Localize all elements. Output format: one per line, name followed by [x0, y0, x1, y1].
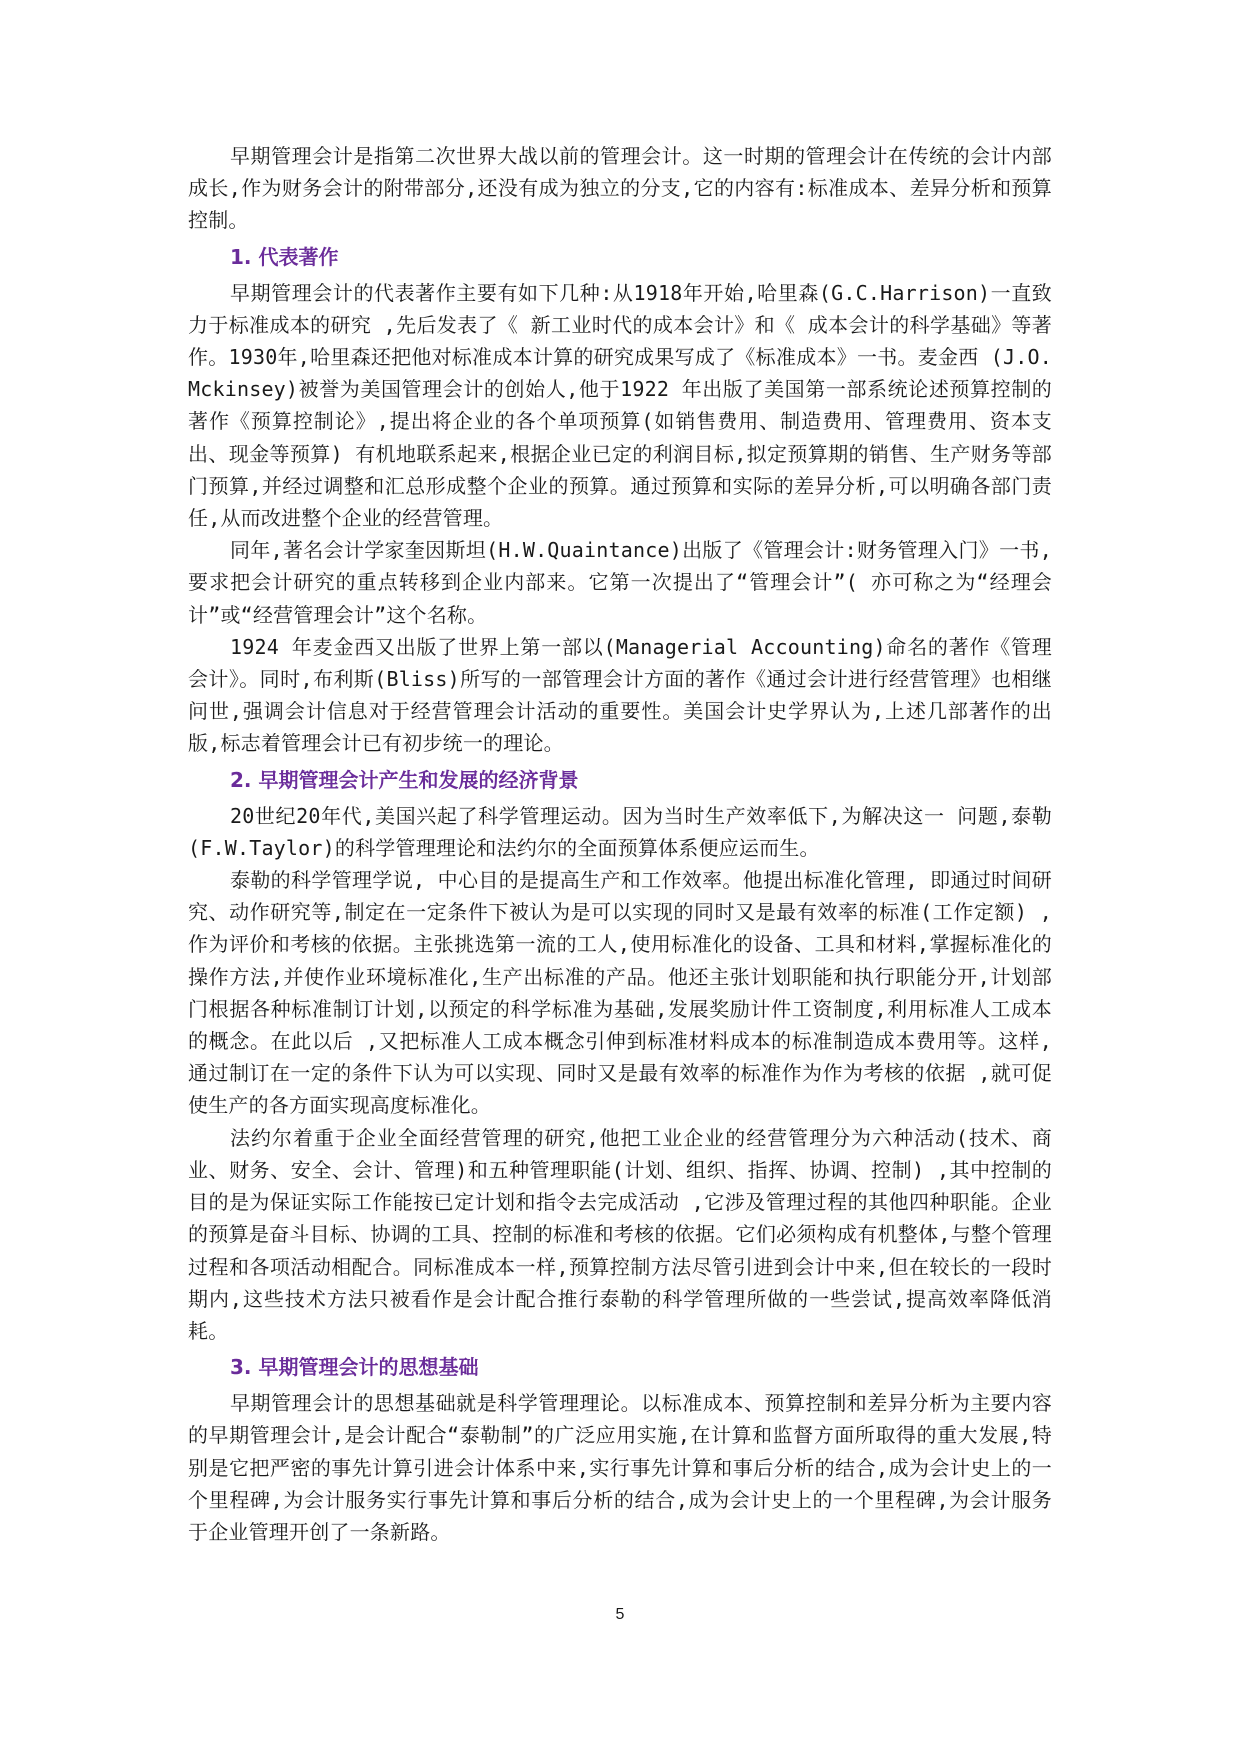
body-paragraph: 早期管理会计的思想基础就是科学管理理论。以标准成本、预算控制和差异分析为主要内容的早期管理会计,是会计配合“泰勒制”的广泛应用实施,在计算和监督方面所取得的重大发展,特别是它把严密的事先计算引进会计体系中来,实行事先计算和事后分析的结合,成为会计史上的一个里程碑,为会计服务实行事先计算和事后分析的结合,成为会计史上的一个里程碑,为会计服务于企业管理开创了一条新路。: [188, 1391, 1052, 1544]
body-paragraph: 早期管理会计的代表著作主要有如下几种:从1918年开始,哈里森(G.C.Harrison)一直致力于标准成本的研究 ,先后发表了《 新工业时代的成本会计》和《 成本会计的科学基础》等著作。1930年,哈里森还把他对标准成本计算的研究成果写成了《标准成本》一书。麦金西 (J.O.Mckinsey)被誉为美国管理会计的创始人,他于1922 年出版了美国第一部系统论述预算控制的著作《预算控制论》,提出将企业的各个单项预算(如销售费用、制造费用、管理费用、资本支出、现金等预算) 有机地联系起来,根据企业已定的利润目标,拟定预算期的销售、生产财务等部门预算,并经过调整和汇总形成整个企业的预算。通过预算和实际的差异分析,可以明确各部门责任,从而改进整个企业的经营管理。: [188, 280, 1052, 531]
section-heading: 3. 早期管理会计的思想基础: [230, 1355, 479, 1380]
body-paragraph: 泰勒的科学管理学说, 中心目的是提高生产和工作效率。他提出标准化管理, 即通过时间研究、动作研究等,制定在一定条件下被认为是可以实现的同时又是最有效率的标准(工作定额) ,作为评价和考核的依据。主张挑选第一流的工人,使用标准化的设备、工具和材料,掌握标准化的操作方法,并使作业环境标准化,生产出标准的产品。他还主张计划职能和执行职能分开,计划部门根据各种标准制订计划,以预定的科学标准为基础,发展奖励计件工资制度,利用标准人工成本的概念。在此以后 ,又把标准人工成本概念引伸到标准材料成本的标准制造成本费用等。这样,通过制订在一定的条件下认为可以实现、同时又是最有效率的标准作为作为考核的依据 ,就可促使生产的各方面实现高度标准化。: [188, 868, 1052, 1118]
section-heading: 1. 代表著作: [230, 244, 339, 269]
body-paragraph: 法约尔着重于企业全面经营管理的研究,他把工业企业的经营管理分为六种活动(技术、商业、财务、安全、会计、管理)和五种管理职能(计划、组织、指挥、协调、控制) ,其中控制的目的是为保证实际工作能按已定计划和指令去完成活动 ,它涉及管理过程的其他四种职能。企业的预算是奋斗目标、协调的工具、控制的标准和考核的依据。它们必须构成有机整体,与整个管理过程和各项活动相配合。同标准成本一样,预算控制方法尽管引进到会计中来,但在较长的一段时期内,这些技术方法只被看作是会计配合推行泰勒的科学管理所做的一些尝试,提高效率降低消耗。: [188, 1125, 1052, 1343]
body-paragraph: 同年,著名会计学家奎因斯坦(H.W.Quaintance)出版了《管理会计:财务管理入门》一书,要求把会计研究的重点转移到企业内部来。它第一次提出了“管理会计”( 亦可称之为“经理会计”或“经营管理会计”这个名称。: [188, 538, 1052, 627]
section-economic-background: [188, 765, 1052, 1347]
page-body: [188, 140, 1052, 1548]
body-paragraph: 1924 年麦金西又出版了世界上第一部以(Managerial Accounting)命名的著作《管理会计》。同时,布利斯(Bliss)所写的一部管理会计方面的著作《通过会计进行经营管理》也相继问世,强调会计信息对于经营管理会计活动的重要性。美国会计史学界认为,上述几部著作的出版,标志着管理会计已有初步统一的理论。: [188, 634, 1052, 756]
section-representative-works: [188, 242, 1052, 760]
section-heading: 2. 早期管理会计产生和发展的经济背景: [230, 767, 579, 792]
intro-paragraph: 早期管理会计是指第二次世界大战以前的管理会计。这一时期的管理会计在传统的会计内部成长,作为财务会计的附带部分,还没有成为独立的分支,它的内容有:标准成本、差异分析和预算控制。: [188, 144, 1052, 233]
page-number: 5: [615, 1606, 625, 1623]
section-ideological-basis: [188, 1352, 1052, 1548]
body-paragraph: 20世纪20年代,美国兴起了科学管理运动。因为当时生产效率低下,为解决这一 问题,泰勒(F.W.Taylor)的科学管理理论和法约尔的全面预算体系便应运而生。: [188, 803, 1052, 860]
